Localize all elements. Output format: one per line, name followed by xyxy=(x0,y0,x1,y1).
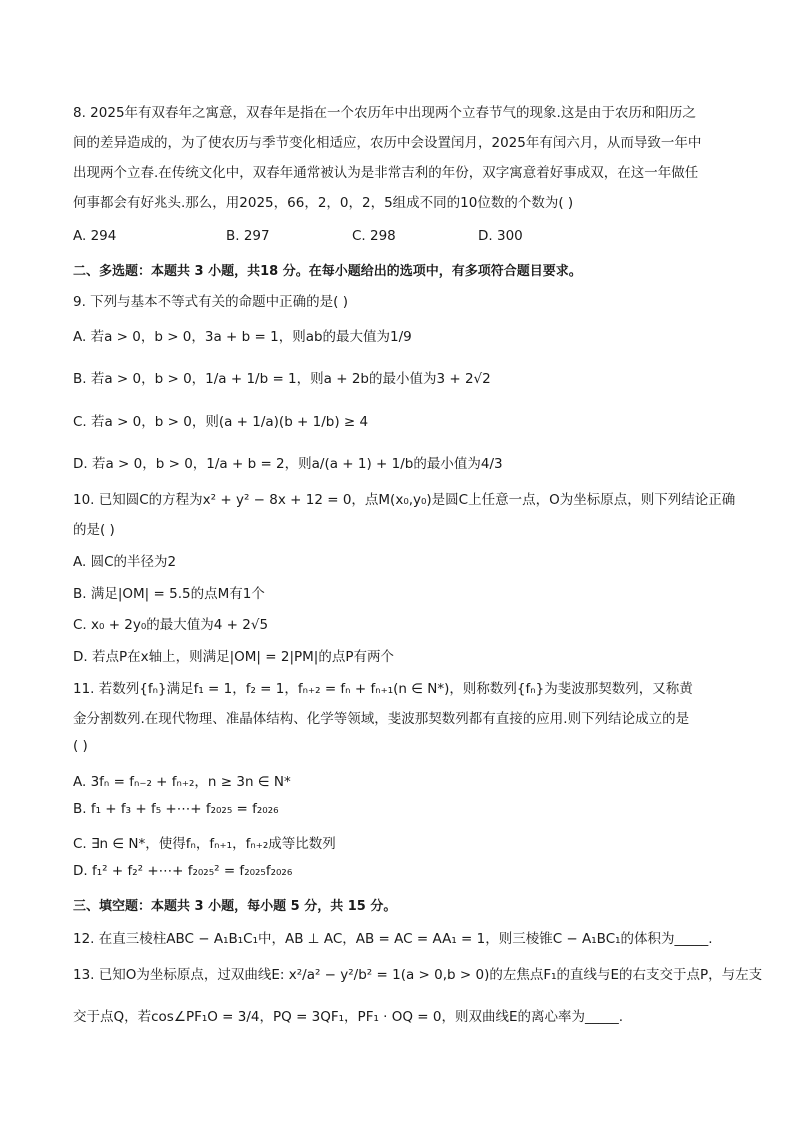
q13-line-2: 交于点Q，若cos∠PF₁O = 3/4，PQ = 3QF₁，PF₁ · OQ = 0，则双曲线E的离心率为_____. xyxy=(73,1009,624,1025)
q11-option-d[interactable]: D. f₁² + f₂² +⋯+ f₂₀₂₅² = f₂₀₂₅f₂₀₂₆ xyxy=(73,863,293,879)
q11-option-a[interactable]: A. 3fₙ = fₙ₋₂ + fₙ₊₂，n ≥ 3n ∈ N* xyxy=(73,774,291,790)
q10-option-c[interactable]: C. x₀ + 2y₀的最大值为4 + 2√5 xyxy=(73,617,269,633)
q11-line-3: ( ) xyxy=(73,738,88,754)
section-2-heading: 二、多选题：本题共 3 小题，共18 分。在每小题给出的选项中，有多项符合题目要求。 xyxy=(73,264,582,279)
question-8 xyxy=(73,98,723,218)
q8-option-a[interactable]: A. 294 xyxy=(73,228,117,244)
q10-option-d[interactable]: D. 若点P在x轴上，则满足|OM| = 2|PM|的点P有两个 xyxy=(73,649,394,665)
q9-stem: 9. 下列与基本不等式有关的命题中正确的是( ) xyxy=(73,294,348,310)
q13-line-1: 13. 已知O为坐标原点，过双曲线E: x²/a² − y²/b² = 1(a > 0,b > 0)的左焦点F₁的直线与E的右支交于点P，与左支 xyxy=(73,967,763,983)
q9-option-b[interactable]: B. 若a > 0，b > 0，1/a + 1/b = 1，则a + 2b的最小值为3 + 2√2 xyxy=(73,371,491,387)
q10-option-a[interactable]: A. 圆C的半径为2 xyxy=(73,554,177,570)
q8-option-d[interactable]: D. 300 xyxy=(478,228,523,244)
q10-line-2: 的是( ) xyxy=(73,522,115,538)
q8-line-3: 出现两个立春.在传统文化中，双春年通常被认为是非常吉利的年份，双字寓意着好事成双，在这一年做任 xyxy=(73,165,699,181)
q8-option-b[interactable]: B. 297 xyxy=(226,228,270,244)
section-3-heading: 三、填空题：本题共 3 小题，每小题 5 分，共 15 分。 xyxy=(73,899,397,914)
q12-text: 12. 在直三棱柱ABC − A₁B₁C₁中，AB ⊥ AC，AB = AC = AA₁ = 1，则三棱锥C − A₁BC₁的体积为_____. xyxy=(73,931,713,947)
q9-option-d[interactable]: D. 若a > 0，b > 0，1/a + b = 2，则a/(a + 1) + 1/b的最小值为4/3 xyxy=(73,456,503,472)
q9-option-c[interactable]: C. 若a > 0，b > 0，则(a + 1/a)(b + 1/b) ≥ 4 xyxy=(73,414,369,430)
q8-option-c[interactable]: C. 298 xyxy=(352,228,396,244)
q10-option-b[interactable]: B. 满足|OM| = 5.5的点M有1个 xyxy=(73,586,265,602)
q11-option-c[interactable]: C. ∃n ∈ N*，使得fₙ，fₙ₊₁，fₙ₊₂成等比数列 xyxy=(73,836,336,852)
q11-option-b[interactable]: B. f₁ + f₃ + f₅ +⋯+ f₂₀₂₅ = f₂₀₂₆ xyxy=(73,801,279,817)
q8-line-4: 何事都会有好兆头.那么，用2025，66，2，0，2，5组成不同的10位数的个数为( ) xyxy=(73,195,574,211)
q9-option-a[interactable]: A. 若a > 0，b > 0，3a + b = 1，则ab的最大值为1/9 xyxy=(73,329,412,345)
q11-line-1: 11. 若数列{fₙ}满足f₁ = 1，f₂ = 1，fₙ₊₂ = fₙ + fₙ₊₁(n ∈ N*)，则称数列{fₙ}为斐波那契数列，又称黄 xyxy=(73,681,693,697)
q10-line-1: 10. 已知圆C的方程为x² + y² − 8x + 12 = 0，点M(x₀,y₀)是圆C上任意一点，O为坐标原点，则下列结论正确 xyxy=(73,492,736,508)
q8-line-1: 8. 2025年有双春年之寓意，双春年是指在一个农历年中出现两个立春节气的现象.这是由于农历和阳历之 xyxy=(73,105,696,121)
q11-line-2: 金分割数列.在现代物理、准晶体结构、化学等领域，斐波那契数列都有直接的应用.则下列结论成立的是 xyxy=(73,711,690,727)
q8-line-2: 间的差异造成的，为了使农历与季节变化相适应，农历中会设置闰月，2025年有闰六月，从而导致一年中 xyxy=(73,135,702,151)
